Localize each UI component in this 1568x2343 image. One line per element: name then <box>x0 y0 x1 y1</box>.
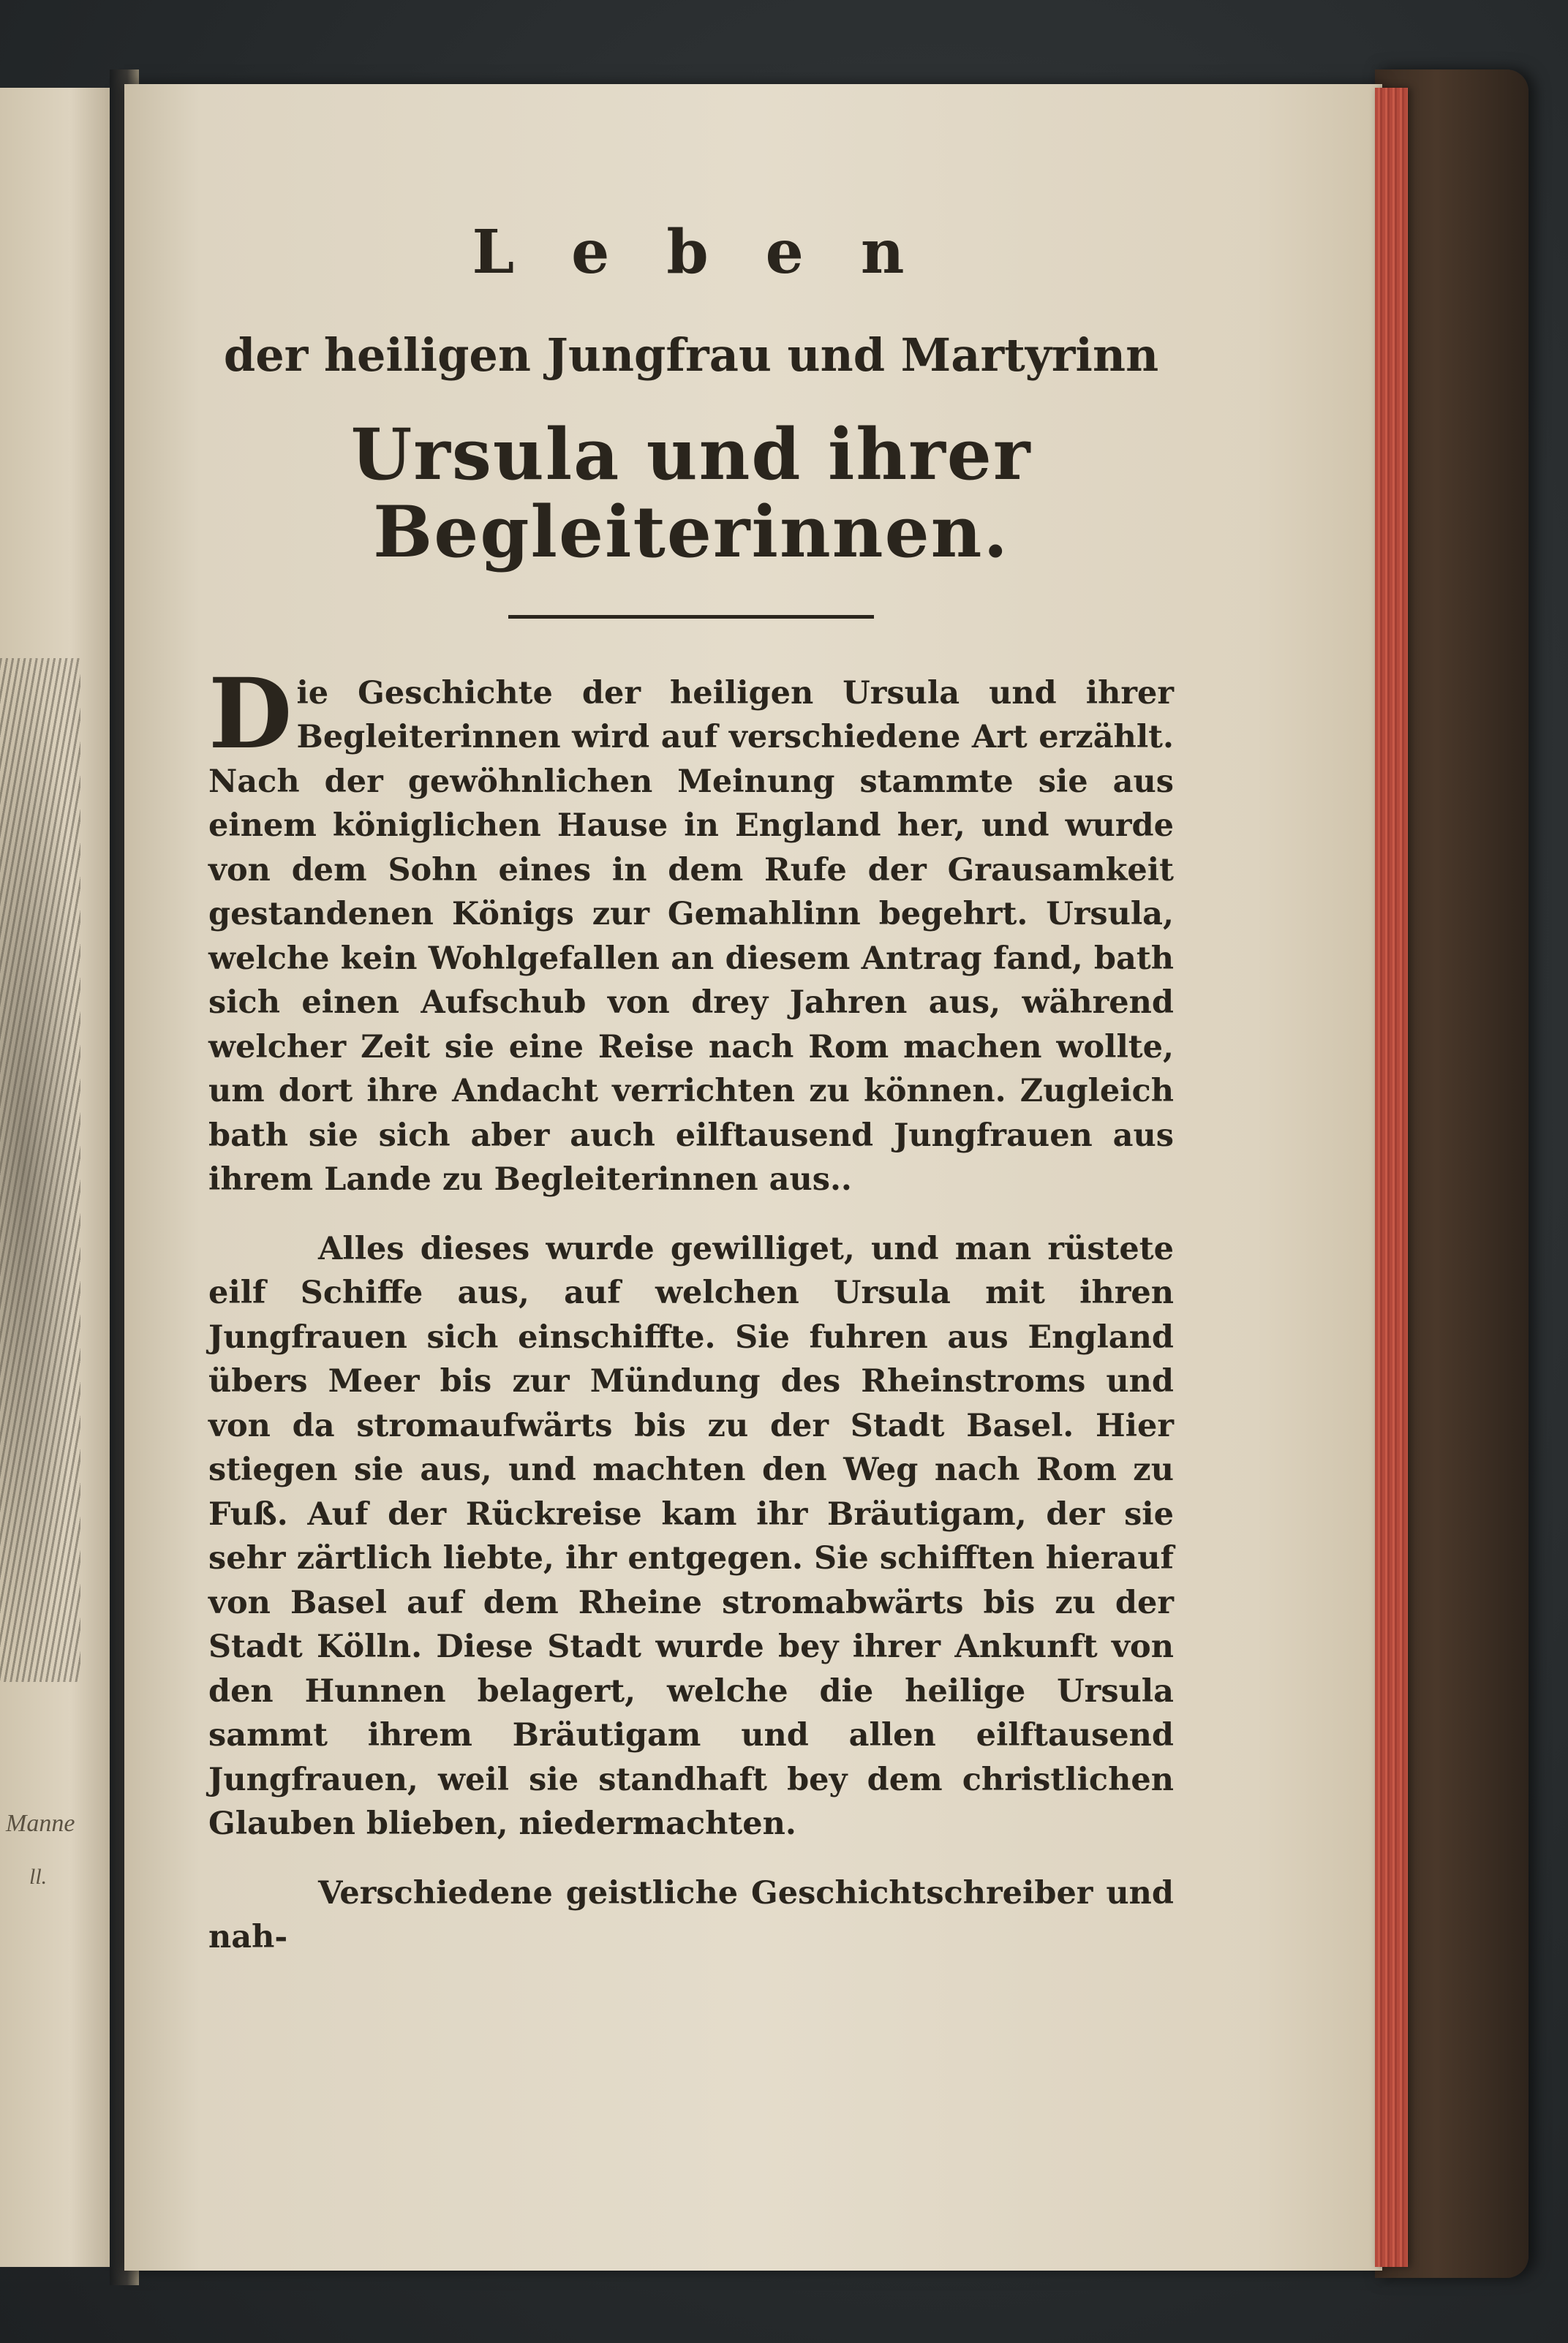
title-leben: Leben <box>472 217 962 287</box>
paragraph-1-text: ie Geschichte der heiligen Ursula und ihrer Begleiterinnen wird auf verschiedene Art erzählt. Nach der gewöhnlichen Meinung stammte sie aus einem königlichen Hause in England her, und wurde von dem Sohn eines in dem Rufe der Grausamkeit gestandenen Königs zur Gemahlinn begehrt. Ursula, welche kein Wohlgefallen an diesem Antrag fand, bath sich einen Aufschub von drey Jahren aus, während welcher Zeit sie eine Reise nach Rom machen wollte, um dort ihre Andacht verrichten zu können. Zugleich bath sie sich aber auch eilftausend Jungfrauen aus ihrem Lande zu Begleiterinnen aus.. <box>208 674 1174 1199</box>
left-caption-line2: ll. <box>29 1865 48 1889</box>
drop-cap: D <box>208 657 293 771</box>
title-subtitle: der heiligen Jungfrau und Martyrinn <box>223 328 1159 382</box>
paragraph-2: Alles dieses wurde gewilliget, und man rüstete eilf Schiffe aus, auf welchen Ursula mit ihren Jungfrauen sich einschiffte. Sie fuhren aus England übers Meer bis zur Mündung des Rheinstroms und von da stromaufwärts bis zu der Stadt Basel. Hier stiegen sie aus, und machten den Weg nach Rom zu Fuß. Auf der Rückreise kam ihr Bräutigam, der sie sehr zärtlich liebte, ihr entgegen. Sie schifften hierauf von Basel auf dem Rheine stromabwärts bis zu der Stadt Kölln. Diese Stadt wurde bey ihrer Ankunft von den Hunnen belagert, welche die heilige Ursula sammt ihrem Bräutigam und allen eilftausend Jungfrauen, weil sie standhaft bey dem christlichen Glauben blieben, niedermachten. <box>208 1230 1174 1843</box>
page-text <box>208 219 1174 1985</box>
title-main: Ursula und ihrer Begleiterinnen. <box>350 413 1032 574</box>
left-page <box>0 88 117 2267</box>
title-rule <box>508 615 874 619</box>
engraving-illustration <box>0 658 80 1682</box>
paragraph-1 <box>208 657 1174 1202</box>
left-caption-line1: Manne <box>6 1810 75 1837</box>
page-edge <box>1375 88 1408 2267</box>
paragraph-3: Verschiedene geistliche Geschichtschreiber und nah- <box>208 1874 1174 1956</box>
